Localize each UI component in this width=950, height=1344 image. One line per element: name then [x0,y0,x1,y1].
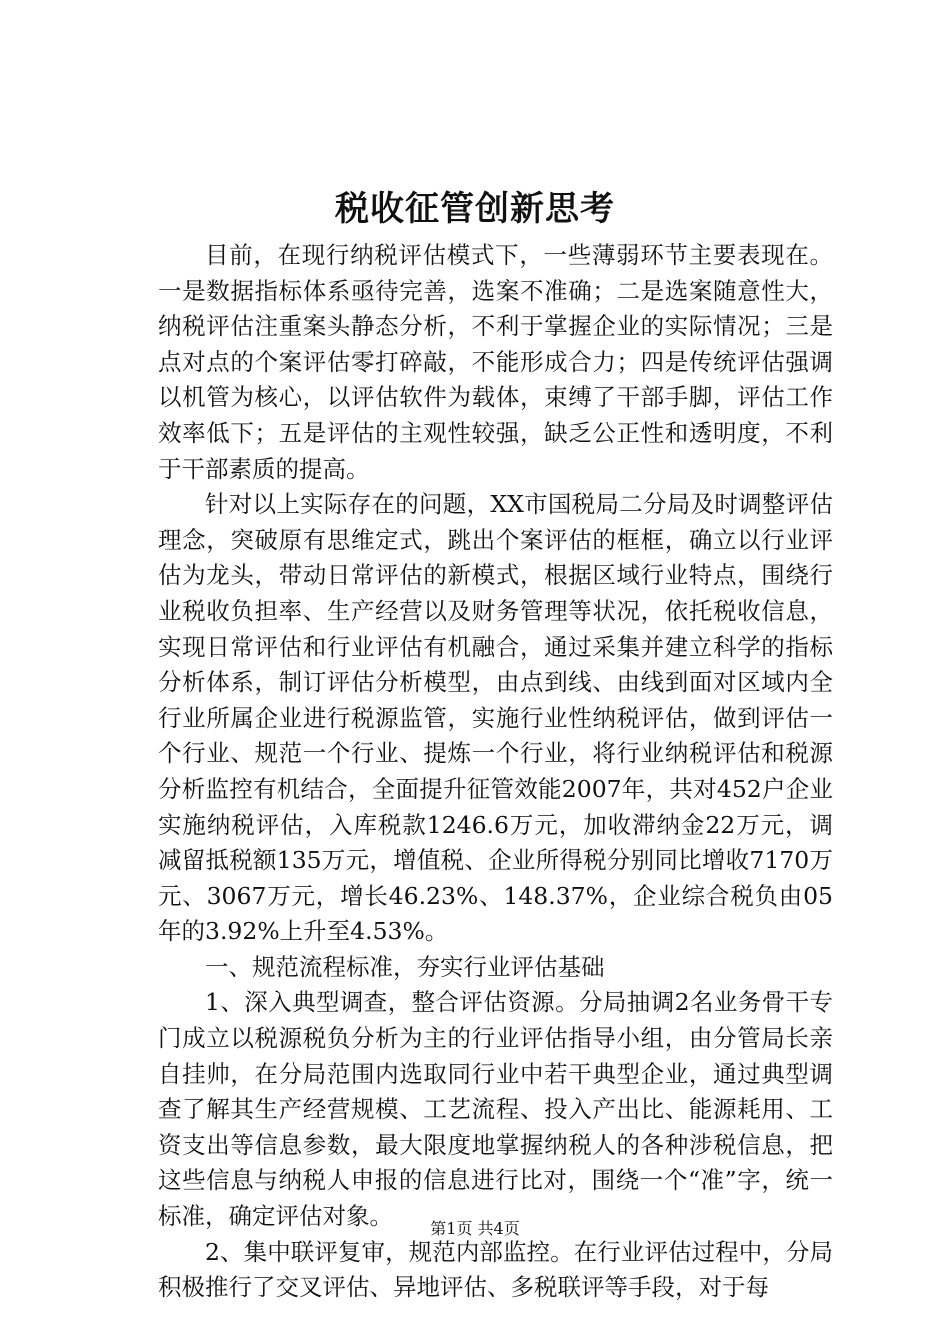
section-heading-1: 一、规范流程标准，夯实行业评估基础 [205,952,605,981]
paragraph-measures: 针对以上实际存在的问题，XX市国税局二分局及时调整评估理念，突破原有思维定式，跳出个案评估的框框，确立以行业评估为龙头，带动日常评估的新模式，根据区域行业特点，围绕行业税收负担率、生产经营以及财务管理等状况，依托税收信息，实现日常评估和行业评估有机融合，通过采集并建立科学的指标分析体系，制订评估分析模型，由点到线、由线到面对区域内全行业所属企业进行税源监管，实施行业性纳税评估，做到评估一个行业、规范一个行业、提炼一个行业，将行业纳税评估和税源分析监控有机结合，全面提升征管效能2007年，共对452户企业实施纳税评估，入库税款1246.6万元，加收滞纳金22万元，调减留抵税额135万元，增值税、企业所得税分别同比增收7170万元、3067万元，增长46.23%、148.37%，企业综合税负由05年的3.92%上升至4.53%。 [158,490,833,946]
paragraph-item-1: 1、深入典型调查，整合评估资源。分局抽调2名业务骨干专门成立以税源税负分析为主的行业评估指导小组，由分管局长亲自挂帅，在分局范围内选取同行业中若干典型企业，通过典型调查了解其生产经营规模、工艺流程、投入产出比、能源耗用、工资支出等信息参数，最大限度地掌握纳税人的各种涉税信息，把这些信息与纳税人申报的信息进行比对，围绕一个“准”字，统一标准，确定评估对象。 [158,988,833,1231]
paragraph-weaknesses: 目前，在现行纳税评估模式下，一些薄弱环节主要表现在。一是数据指标体系亟待完善，选案不准确；二是选案随意性大，纳税评估注重案头静态分析，不利于掌握企业的实际情况；三是点对点的个案评估零打碎敲，不能形成合力；四是传统评估强调以机管为核心，以评估软件为载体，束缚了干部手脚，评估工作效率低下；五是评估的主观性较强，缺乏公正性和透明度，不利于干部素质的提高。 [158,241,833,483]
document-body [158,238,833,1306]
page-number-footer: 第1页 共4页 [430,1219,520,1238]
paragraph-item-2: 2、集中联评复审，规范内部监控。在行业评估过程中，分局积极推行了交叉评估、异地评估、多税联评等手段，对于每 [158,1237,833,1302]
document-title: 税收征管创新思考 [335,189,615,229]
